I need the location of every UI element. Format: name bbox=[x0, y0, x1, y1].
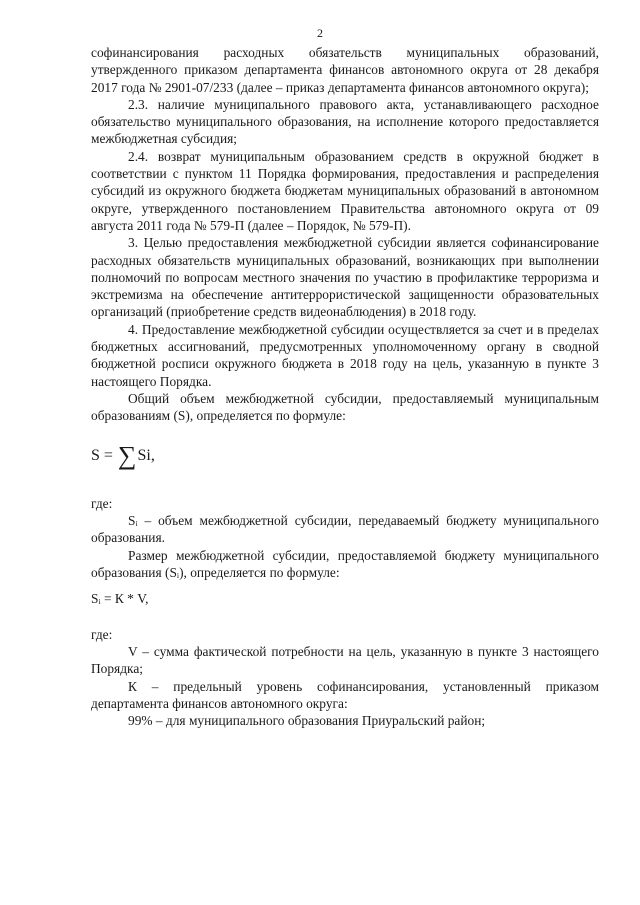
paragraph-subsidy-size: Размер межбюджетной субсидии, предоставляемой бюджету муниципального образования (Sᵢ), определяется по формуле: bbox=[91, 547, 599, 581]
formula-total bbox=[91, 440, 599, 470]
sum-symbol: ∑ bbox=[117, 440, 137, 470]
where-label-2: где: bbox=[91, 626, 113, 642]
paragraph-4: 4. Предоставление межбюджетной субсидии осуществляется за счет и в пределах бюджетных ассигнований, предусмотренных уполномоченному органу в сводной бюджетной росписи окружного бюджета в 2018 году на цель, указанную в пункте 3 настоящего Порядка. bbox=[91, 321, 599, 389]
paragraph-continuation: софинансирования расходных обязательств муниципальных образований, утвержденного приказом департамента финансов автономного округа от 28 декабря 2017 года № 2901-07/233 (далее – приказ департамента финансов автономного округа); bbox=[91, 45, 599, 95]
formula-si: Sᵢ = К * V, bbox=[91, 591, 149, 607]
document-body bbox=[91, 44, 599, 729]
formula-total-right: Si, bbox=[137, 446, 155, 464]
where-label-1: где: bbox=[91, 495, 113, 511]
paragraph-k-definition: К – предельный уровень софинансирования, установленный приказом департамента финансов автономного округа: bbox=[91, 678, 599, 711]
page-number: 2 bbox=[317, 26, 323, 40]
formula-total-left: S = bbox=[91, 446, 113, 464]
paragraph-total-volume: Общий объем межбюджетной субсидии, предоставляемый муниципальным образованиям (S), определяется по формуле: bbox=[91, 390, 599, 424]
paragraph-si-definition: Sᵢ – объем межбюджетной субсидии, передаваемый бюджету муниципального образования. bbox=[91, 513, 599, 546]
paragraph-2-4: 2.4. возврат муниципальным образованием средств в окружной бюджет в соответствии с пунктом 11 Порядка формирования, предоставления и распределения субсидий из окружного бюджета бюджетам муниципальных образований в автономном округе, утвержденного постановлением Правительства автономного округа от 09 августа 2011 года № 579-П (далее – Порядок, № 579-П). bbox=[91, 148, 599, 233]
paragraph-v-definition: V – сумма фактической потребности на цель, указанную в пункте 3 настоящего Порядка; bbox=[91, 643, 599, 677]
paragraph-priuralsky: 99% – для муниципального образования Приуральский район; bbox=[128, 713, 486, 729]
paragraph-3: 3. Целью предоставления межбюджетной субсидии является софинансирование расходных обязательств муниципальных образований, возникающих при выполнении полномочий по вопросам местного значения по участию в профилактике терроризма и экстремизма на обеспечение антитеррористической защищенности образовательных организаций (приобретение средств видеонаблюдения) в 2018 году. bbox=[91, 235, 599, 320]
paragraph-2-3: 2.3. наличие муниципального правового акта, устанавливающего расходное обязательство муниципального образования, на исполнение которого предоставляется межбюджетная субсидия; bbox=[91, 96, 599, 147]
